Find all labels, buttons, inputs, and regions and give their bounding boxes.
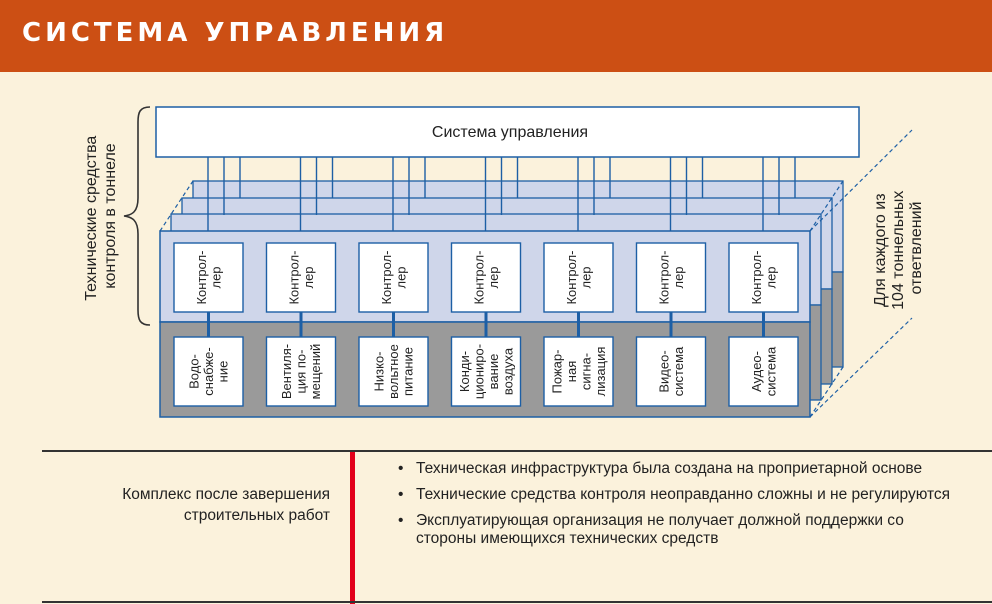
controller-box xyxy=(729,243,798,312)
red-divider xyxy=(350,452,355,604)
controller-label-line: лер xyxy=(763,266,779,289)
subsystem-label-line: сигна- xyxy=(578,352,594,391)
subsystem-label xyxy=(372,344,416,399)
control-system-label: Система управления xyxy=(431,124,589,141)
subsystem-label-line: циониро- xyxy=(471,343,487,400)
subsystem-label xyxy=(549,347,608,397)
subsystem-box xyxy=(637,337,706,406)
subsystem-label-line: система xyxy=(763,346,779,397)
controller-box xyxy=(637,243,706,312)
page-title: СИСТЕМА УПРАВЛЕНИЯ xyxy=(22,18,449,48)
left-label-line: Технические средства xyxy=(83,135,100,301)
right-label-line: ответвлений xyxy=(908,201,925,295)
divider-top xyxy=(42,450,992,452)
subsystem-label xyxy=(656,346,686,396)
left-brace xyxy=(124,107,150,325)
controller-label-line: Контрол- xyxy=(748,250,764,305)
controller-label-line: лер xyxy=(208,266,224,289)
controller-label-line: лер xyxy=(670,266,686,289)
controller-label-line: Контрол- xyxy=(563,250,579,305)
subsystem-label-line: система xyxy=(670,346,686,397)
subsystem-box xyxy=(452,337,521,406)
controller-box xyxy=(452,243,521,312)
subsystem-label-line: ная xyxy=(563,360,579,383)
controller-label-line: Контрол- xyxy=(471,250,487,305)
subsystem-label-line: Пожар- xyxy=(549,349,565,394)
controller-label-line: лер xyxy=(393,266,409,289)
controller-label-line: Контрол- xyxy=(286,250,302,305)
subsystem-box xyxy=(174,337,243,406)
controller-box xyxy=(359,243,428,312)
right-label-line: Для каждого из xyxy=(872,193,889,308)
subsystem-box xyxy=(267,337,336,406)
controller-box xyxy=(267,243,336,312)
bullet-item: • Технические средства контроля неоправданно сложны и не регулируются xyxy=(398,486,958,504)
subsystem-label-line: Низко- xyxy=(371,351,387,392)
controller-label-line: лер xyxy=(578,266,594,289)
controller-label-line: Контрол- xyxy=(378,250,394,305)
subsystem-label-line: вание xyxy=(485,353,501,390)
subsystem-box xyxy=(729,337,798,406)
bullet-item: • Техническая инфраструктура была создана на проприетарной основе xyxy=(398,460,958,478)
subsystem-label-line: ция по- xyxy=(293,349,309,394)
bullet-item: • Эксплуатирующая организация не получает должной поддержки со стороны имеющихся технических средств xyxy=(398,512,958,548)
subsystem-label xyxy=(279,344,323,400)
subsystem-label-line: Водо- xyxy=(186,354,202,389)
controller-label-line: лер xyxy=(485,266,501,289)
controller-label-line: лер xyxy=(300,266,316,289)
divider-bottom xyxy=(42,601,992,603)
summary-text: Комплекс после завершения строительных работ xyxy=(122,486,330,524)
right-label xyxy=(872,186,925,310)
controller-label-line: Контрол- xyxy=(656,250,672,305)
subsystem-label xyxy=(457,344,516,399)
controller-box xyxy=(174,243,243,312)
right-label-line: 104 тоннельных xyxy=(890,190,907,310)
controller-box xyxy=(544,243,613,312)
subsystem-label-line: снабже- xyxy=(201,347,216,396)
subsystem-box xyxy=(359,337,428,406)
subsystem-label-line: Вентиля- xyxy=(279,343,294,400)
bullet-list xyxy=(398,460,958,556)
subsystem-label-line: Конди- xyxy=(456,350,472,393)
subsystem-label-line: лизация xyxy=(592,346,608,397)
subsystem-label-line: воздуха xyxy=(500,347,516,396)
controller-label-line: Контрол- xyxy=(193,250,209,305)
left-label xyxy=(83,131,119,301)
subsystem-label-line: Видео- xyxy=(656,350,672,393)
subsystem-label-line: питание xyxy=(400,346,416,397)
subsystem-label-line: мещений xyxy=(308,343,323,400)
subsystem-label-line: Аудео- xyxy=(748,351,764,392)
left-label-line: контроля в тоннеле xyxy=(102,143,119,289)
subsystem-box xyxy=(544,337,613,406)
control-system-box xyxy=(156,107,859,157)
subsystem-label xyxy=(749,346,779,396)
subsystem-label-line: ние xyxy=(215,360,231,383)
subsystem-label-line: вольтное xyxy=(386,344,401,399)
